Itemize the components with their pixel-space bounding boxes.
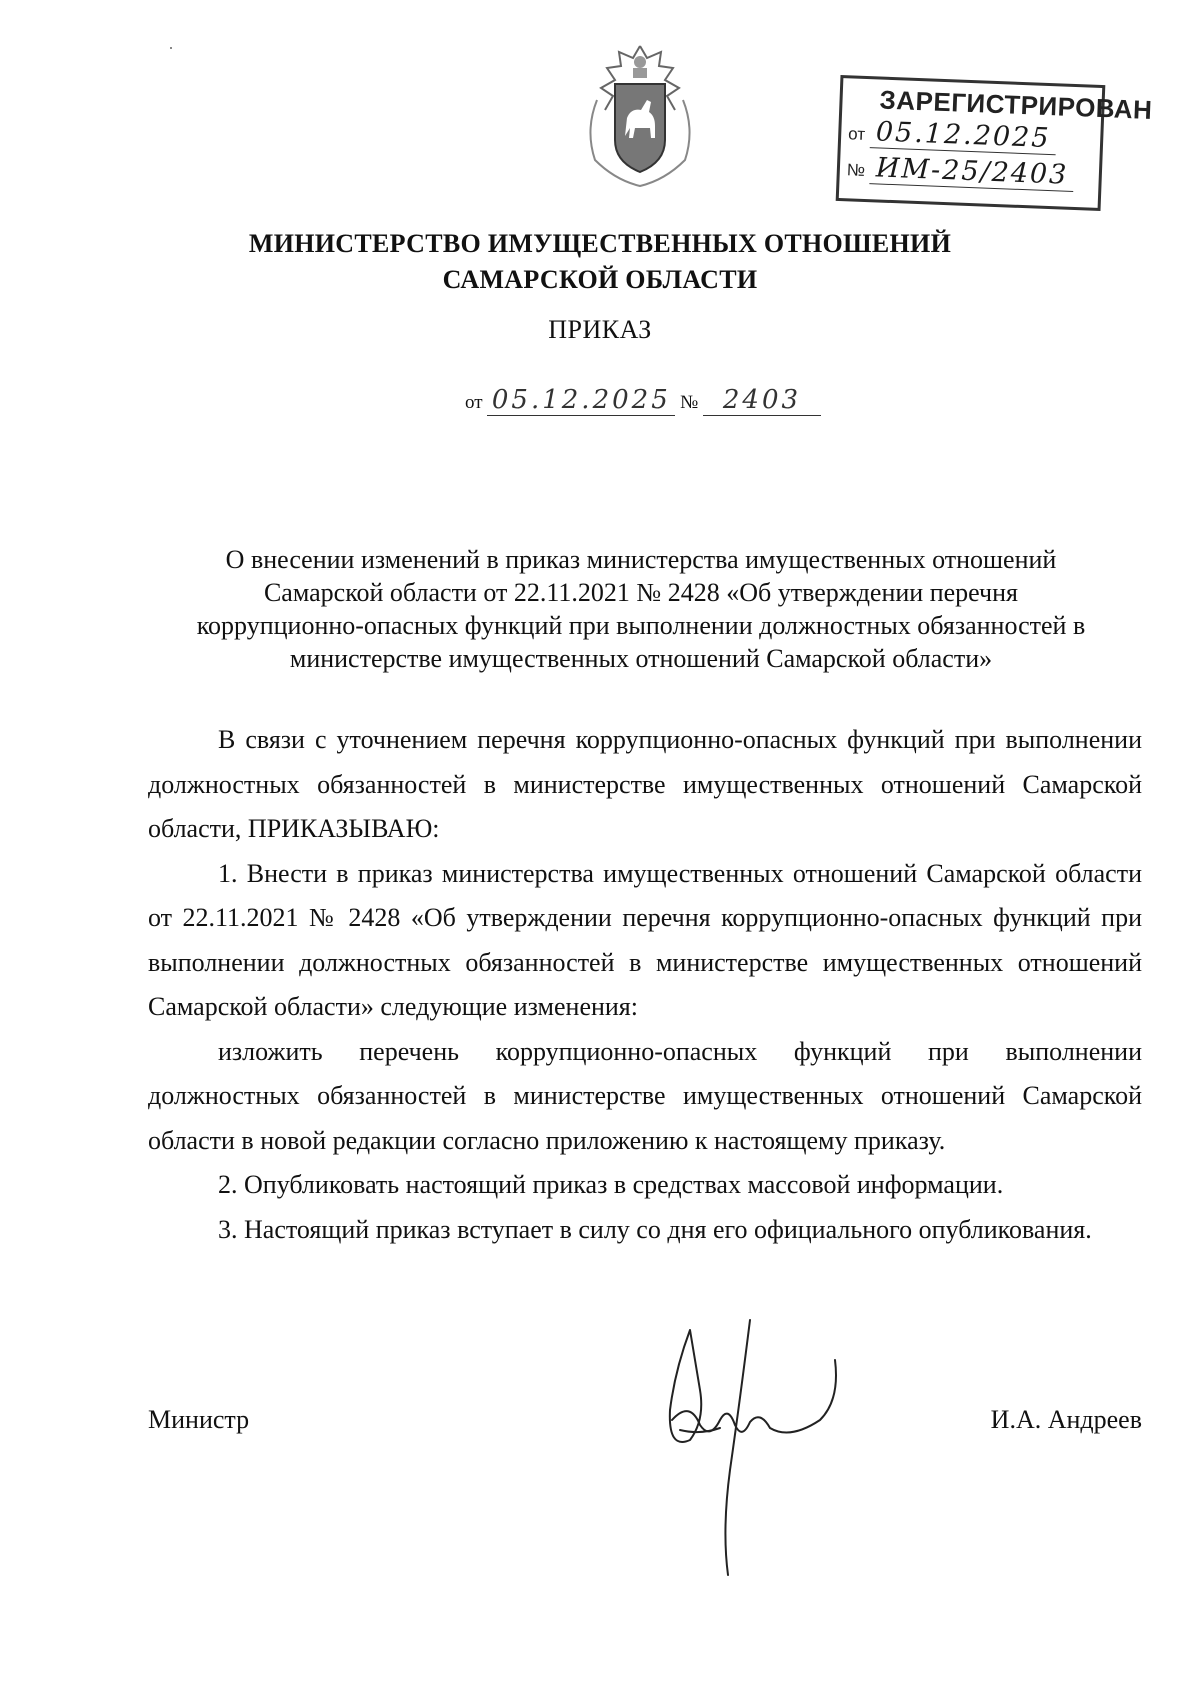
signatory-role: Министр [148,1405,250,1434]
coat-of-arms-icon [575,40,705,190]
subject-line-1: О внесении изменений в приказ министерства имущественных отношений [225,545,1057,574]
subject-line-4: министерстве имущественных отношений Самарской области» [289,644,993,673]
subject-line-3: коррупционно-опасных функций при выполнении должностных обязанностей в [196,611,1086,640]
order-number-value: 2403 [703,385,821,416]
ministry-line-1: МИНИСТЕРСТВО ИМУЩЕСТВЕННЫХ ОТНОШЕНИЙ [248,229,952,258]
paragraph-preamble: В связи с уточнением перечня коррупционно-опасных функций при выполнении должностных обязанностей в министерстве имущественных отношений Самарской области, ПРИКАЗЫВАЮ: [148,725,1142,843]
order-body [148,718,1142,1252]
stamp-date-line [848,115,1057,154]
registration-stamp [836,75,1153,211]
paragraph-item-2: 2. Опубликовать настоящий приказ в средствах массовой информации. [218,1170,1004,1199]
order-subject [140,543,1142,675]
order-date-number [465,385,821,416]
stamp-date-prefix: от [847,124,866,144]
stamp-number-value: ИМ-25/2403 [869,152,1075,192]
signatory-name: И.А. Андреев [990,1405,1142,1434]
stamp-title: ЗАРЕГИСТРИРОВАН [879,84,1153,125]
order-date-value: 05.12.2025 [487,385,675,416]
subject-line-2: Самарской области от 22.11.2021 № 2428 «Об утверждении перечня [263,578,1019,607]
paragraph-item-3: 3. Настоящий приказ вступает в силу со дня его официального опубликования. [218,1214,1092,1244]
order-number-prefix: № [680,392,699,413]
order-date-prefix: от [465,392,483,413]
scan-artifact [170,47,172,49]
paragraph-item-1-change: изложить перечень коррупционно-опасных функций при выполнении должностных обязанностей в министерстве имущественных отношений Самарской области в новой редакции согласно приложению к настоящему приказу. [148,1036,1142,1155]
paragraph-item-1: 1. Внести в приказ министерства имущественных отношений Самарской области от 22.11.2021 № 2428 «Об утверждении перечня коррупционно-опасных функций при выполнении должностных обязанностей в министерстве имущественных отношений Самарской области» следующие изменения: [148,858,1142,1021]
handwritten-signature [660,1300,850,1580]
stamp-date-value: 05.12.2025 [869,116,1057,155]
ministry-line-2: САМАРСКОЙ ОБЛАСТИ [442,265,758,294]
document-type: ПРИКАЗ [548,315,652,344]
ministry-name [0,226,1200,298]
stamp-number-prefix: № [846,160,866,180]
